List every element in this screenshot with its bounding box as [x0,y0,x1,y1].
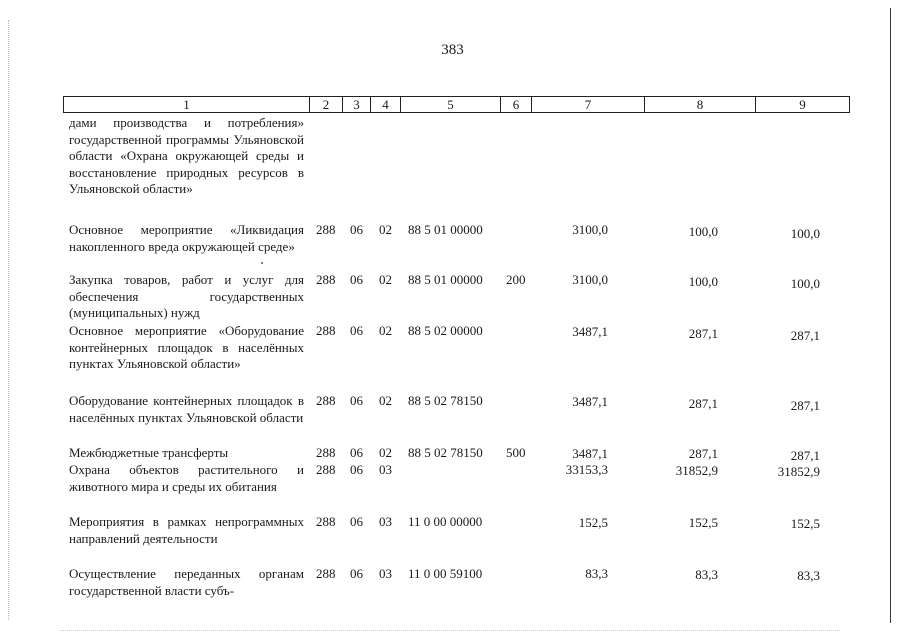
row-cell-5: 11 0 00 00000 [408,514,483,529]
row-cell-2: 288 [316,323,336,338]
row-name: дами производства и потребления» государственной программы Ульяновской области «Охрана окружающей среды и восстановление природных ресурсов в Ульяновской области» [69,115,304,197]
scan-right-border [890,8,891,623]
row-cell-8: 287,1 [688,396,718,411]
row-cell-5: 88 5 01 00000 [408,272,483,287]
row-cell-8: 287,1 [688,326,718,341]
header-col-9: 9 [755,96,850,113]
row-cell-3: 06 [350,462,363,477]
row-cell-7: 3487,1 [572,324,608,339]
header-col-8: 8 [644,96,756,113]
row-cell-3: 06 [350,566,363,581]
header-col-5: 5 [400,96,501,113]
row-cell-3: 06 [350,222,363,237]
row-cell-9: 83,3 [797,568,820,583]
header-col-2: 2 [309,96,343,113]
row-name: Межбюджетные трансферты [69,445,229,460]
row-cell-3: 06 [350,393,363,408]
header-col-7: 7 [531,96,645,113]
row-cell-4: 02 [379,272,392,287]
scan-left-edge [8,20,10,620]
row-cell-7: 3100,0 [572,222,608,237]
row-cell-4: 02 [379,393,392,408]
header-col-4: 4 [370,96,401,113]
row-cell-4: 02 [379,222,392,237]
row-cell-4: 03 [379,566,392,581]
row-cell-4: 03 [379,462,392,477]
row-cell-7: 3487,1 [572,394,608,409]
header-col-1: 1 [63,96,310,113]
row-name: Осуществление переданных органам государственной власти субъ- [69,566,304,598]
row-cell-9: 152,5 [790,516,820,531]
row-cell-5: 11 0 00 59100 [408,566,483,581]
row-cell-2: 288 [316,514,336,529]
row-cell-7: 3100,0 [572,272,608,287]
row-cell-5: 88 5 01 00000 [408,222,483,237]
row-cell-7: 3487,1 [572,446,608,461]
row-cell-3: 06 [350,445,363,460]
scan-bottom-edge [60,630,840,632]
row-cell-8: 100,0 [688,274,718,289]
row-cell-2: 288 [316,566,336,581]
row-cell-8: 31852,9 [675,463,718,478]
row-cell-9: 287,1 [790,448,820,463]
row-cell-7: 152,5 [578,515,608,530]
row-cell-6: 200 [506,272,526,287]
row-cell-2: 288 [316,272,336,287]
row-cell-2: 288 [316,222,336,237]
row-cell-9: 100,0 [790,226,820,241]
row-name: Закупка товаров, работ и услуг для обеспечения государственных (муниципальных) нужд [69,272,304,321]
row-cell-8: 152,5 [688,515,718,530]
header-col-3: 3 [342,96,371,113]
row-cell-2: 288 [316,393,336,408]
row-cell-8: 83,3 [695,567,718,582]
row-cell-4: 02 [379,445,392,460]
row-name: Охрана объектов растительного и животного мира и среды их обитания [69,462,304,494]
page-number: 383 [441,42,464,58]
row-name: Основное мероприятие «Ликвидация накопленного вреда окружающей среде» [69,222,304,254]
row-cell-7: 83,3 [585,566,608,581]
row-cell-7: 33153,3 [565,462,608,477]
row-cell-4: 02 [379,323,392,338]
scan-speck [261,262,263,264]
row-cell-8: 287,1 [688,446,718,461]
row-cell-5: 88 5 02 78150 [408,445,483,460]
row-name: Мероприятия в рамках непрограммных направлений деятельности [69,514,304,546]
row-cell-4: 03 [379,514,392,529]
row-cell-5: 88 5 02 78150 [408,393,483,408]
row-cell-9: 100,0 [790,276,820,291]
row-cell-3: 06 [350,272,363,287]
row-cell-9: 287,1 [790,398,820,413]
row-cell-3: 06 [350,514,363,529]
row-cell-3: 06 [350,323,363,338]
row-cell-8: 100,0 [688,224,718,239]
header-col-6: 6 [500,96,532,113]
row-cell-5: 88 5 02 00000 [408,323,483,338]
row-cell-9: 287,1 [790,328,820,343]
row-cell-6: 500 [506,445,526,460]
row-cell-2: 288 [316,462,336,477]
row-name: Оборудование контейнерных площадок в населённых пунктах Ульяновской области [69,393,304,425]
row-name: Основное мероприятие «Оборудование контейнерных площадок в населённых пунктах Ульяновской области» [69,323,304,372]
row-cell-9: 31852,9 [777,464,820,479]
row-cell-2: 288 [316,445,336,460]
